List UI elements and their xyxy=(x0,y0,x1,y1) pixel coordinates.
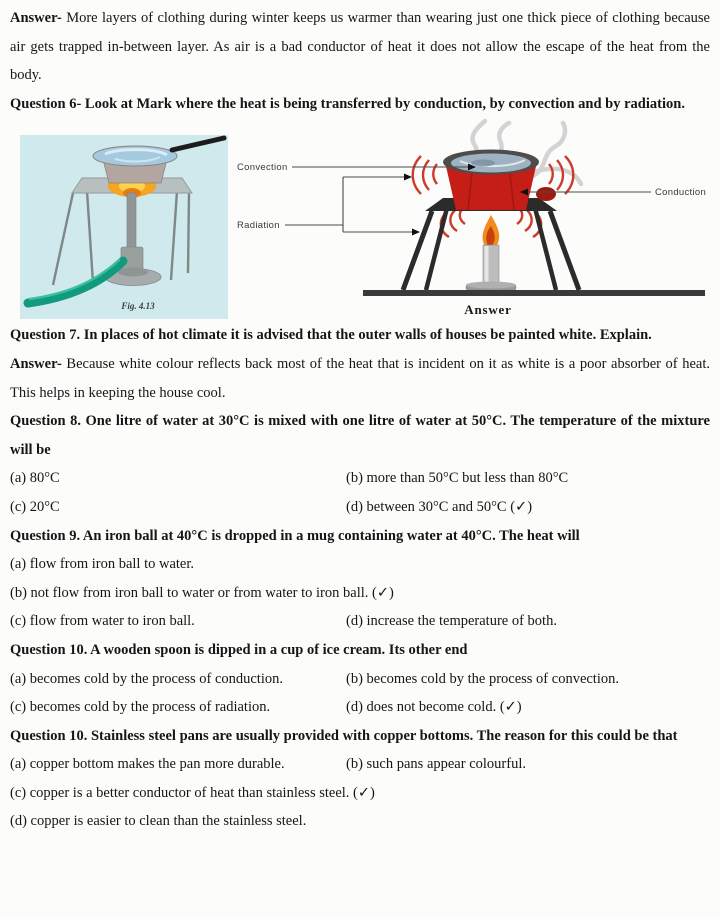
answer-5-block xyxy=(0,4,720,118)
question-10a-text: Question 10. A wooden spoon is dipped in a cup of ice cream. Its other end xyxy=(10,641,468,658)
option-a: (a) 80°C xyxy=(10,470,60,487)
option-d: (d) between 30°C and 50°C (✓) xyxy=(346,498,533,515)
stove-photo-illustration xyxy=(20,135,228,319)
radiation-arrow-upper xyxy=(404,174,412,181)
option-a: (a) flow from iron ball to water. xyxy=(10,556,195,573)
answer-7-paragraph xyxy=(10,350,710,407)
question-10b-options-ab xyxy=(0,750,720,779)
option-a: (a) becomes cold by the process of conduction. xyxy=(10,670,283,687)
question-9-options-cd xyxy=(0,607,720,636)
option-c: (c) flow from water to iron ball. xyxy=(10,613,195,630)
option-d: (d) copper is easier to clean than the stainless steel. xyxy=(10,813,307,830)
answer-7-text: Because white colour reflects back most of the heat that is incident on it as white is a poor absorber of heat. This helps in keeping the house cool. xyxy=(10,355,710,401)
convection-label: Convection xyxy=(237,162,288,174)
answer-5-paragraph xyxy=(10,4,710,90)
radiation-arrow-lower xyxy=(412,229,420,236)
pot-handle xyxy=(536,187,556,201)
question-8-text: Question 8. One litre of water at 30°C is mixed with one litre of water at 50°C. The temperature of the mixture will be xyxy=(10,413,710,458)
candle xyxy=(466,215,516,290)
question-8-block xyxy=(0,407,720,464)
figures-row xyxy=(0,121,720,321)
question-7-block xyxy=(0,321,720,407)
conduction-label: Conduction xyxy=(655,187,707,199)
option-c: (c) becomes cold by the process of radiation. xyxy=(10,699,271,716)
radiation-label: Radiation xyxy=(237,220,280,232)
question-10b-options-cd xyxy=(0,779,720,836)
question-7-text: Question 7. In places of hot climate it is advised that the outer walls of houses be painted white. Explain. xyxy=(10,327,652,344)
option-c: (c) copper is a better conductor of heat than stainless steel. (✓) xyxy=(10,784,375,801)
option-a: (a) copper bottom makes the pan more durable. xyxy=(10,756,285,773)
ground-line xyxy=(363,290,705,296)
question-10b-block xyxy=(0,722,720,751)
diagram-answer-label: Answer xyxy=(464,302,512,318)
option-d: (d) increase the temperature of both. xyxy=(346,613,557,630)
figure-caption: Fig. 4.13 xyxy=(121,301,155,312)
option-b: (b) more than 50°C but less than 80°C xyxy=(346,470,569,487)
question-6-text: Question 6- Look at Mark where the heat is being transferred by conduction, by convection and by radiation. xyxy=(10,95,685,112)
answer-label: Answer- xyxy=(10,355,62,372)
question-10b-text: Question 10. Stainless steel pans are usually provided with copper bottoms. The reason for this could be that xyxy=(10,727,678,744)
question-8-options xyxy=(0,464,720,521)
option-d: (d) does not become cold. (✓) xyxy=(346,699,522,716)
question-10a-options xyxy=(0,665,720,722)
option-c: (c) 20°C xyxy=(10,498,60,515)
option-b: (b) such pans appear colourful. xyxy=(346,756,526,773)
answer-label: Answer- xyxy=(10,10,62,26)
question-10a-block xyxy=(0,636,720,665)
question-9-block xyxy=(0,522,720,608)
answer-5-text: More layers of clothing during winter keeps us warmer than wearing just one thick piece of clothing because air gets trapped in-between layer. As air is a bad conductor of heat it does not allow the escape of the heat from the body. xyxy=(10,10,710,84)
heat-transfer-diagram xyxy=(235,118,717,324)
question-9-text: Question 9. An iron ball at 40°C is dropped in a mug containing water at 40°C. The heat will xyxy=(10,527,580,544)
option-b: (b) becomes cold by the process of convection. xyxy=(346,670,619,687)
option-b: (b) not flow from iron ball to water or from water to iron ball. (✓) xyxy=(10,584,394,601)
stove-pipe xyxy=(127,193,136,251)
